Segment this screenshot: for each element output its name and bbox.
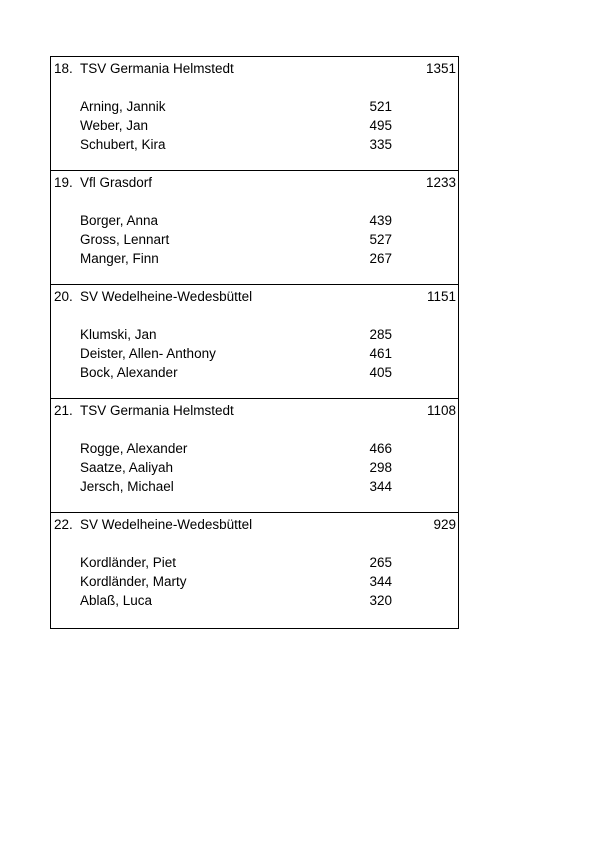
- player-name: Kordländer, Piet: [80, 555, 177, 570]
- player-row: [80, 591, 392, 610]
- player-name: Jersch, Michael: [80, 479, 174, 494]
- player-name: Klumski, Jan: [80, 327, 157, 342]
- player-row: [80, 135, 392, 154]
- player-score: 267: [369, 251, 392, 266]
- player-row: [80, 553, 392, 572]
- results-table: [50, 56, 459, 629]
- team-block-21: [51, 399, 458, 513]
- team-name: TSV Germania Helmstedt: [80, 61, 234, 76]
- team-block-20: [51, 285, 458, 399]
- player-score: 466: [369, 441, 392, 456]
- player-score: 461: [369, 346, 392, 361]
- team-rank: 22.: [54, 517, 73, 532]
- player-row: [80, 97, 392, 116]
- player-score: 521: [369, 99, 392, 114]
- player-name: Manger, Finn: [80, 251, 159, 266]
- player-name: Weber, Jan: [80, 118, 149, 133]
- player-score: 335: [369, 137, 392, 152]
- team-name: Vfl Grasdorf: [80, 175, 153, 190]
- team-rank: 18.: [54, 61, 73, 76]
- team-total: 1233: [425, 175, 456, 190]
- player-row: [80, 439, 392, 458]
- team-total: 929: [433, 517, 456, 532]
- team-rank: 20.: [54, 289, 73, 304]
- player-score: 405: [369, 365, 392, 380]
- player-name: Kordländer, Marty: [80, 574, 187, 589]
- team-name: SV Wedelheine-Wedesbüttel: [80, 289, 253, 304]
- player-row: [80, 477, 392, 496]
- player-row: [80, 230, 392, 249]
- player-score: 344: [369, 479, 392, 494]
- player-row: [80, 249, 392, 268]
- player-score: 439: [369, 213, 392, 228]
- team-rank: 21.: [54, 403, 73, 418]
- team-total: 1351: [425, 61, 456, 76]
- player-row: [80, 363, 392, 382]
- player-row: [80, 572, 392, 591]
- player-score: 344: [369, 574, 392, 589]
- player-score: 265: [369, 555, 392, 570]
- player-score: 527: [369, 232, 392, 247]
- player-name: Schubert, Kira: [80, 137, 166, 152]
- player-score: 320: [369, 593, 392, 608]
- player-name: Deister, Allen- Anthony: [80, 346, 216, 361]
- player-score: 495: [369, 118, 392, 133]
- team-rank: 19.: [54, 175, 73, 190]
- player-name: Ablaß, Luca: [80, 593, 153, 608]
- player-row: [80, 344, 392, 363]
- player-row: [80, 211, 392, 230]
- team-block-19: [51, 171, 458, 285]
- team-block-22: [51, 513, 458, 628]
- player-row: [80, 325, 392, 344]
- player-score: 298: [369, 460, 392, 475]
- player-score: 285: [369, 327, 392, 342]
- player-name: Arning, Jannik: [80, 99, 166, 114]
- player-name: Bock, Alexander: [80, 365, 178, 380]
- player-row: [80, 458, 392, 477]
- player-name: Borger, Anna: [80, 213, 159, 228]
- player-name: Saatze, Aaliyah: [80, 460, 174, 475]
- team-name: SV Wedelheine-Wedesbüttel: [80, 517, 253, 532]
- player-name: Rogge, Alexander: [80, 441, 188, 456]
- team-total: 1108: [426, 403, 456, 418]
- team-total: 1151: [426, 289, 456, 304]
- team-name: TSV Germania Helmstedt: [80, 403, 234, 418]
- team-block-18: [51, 57, 458, 171]
- player-row: [80, 116, 392, 135]
- player-name: Gross, Lennart: [80, 232, 170, 247]
